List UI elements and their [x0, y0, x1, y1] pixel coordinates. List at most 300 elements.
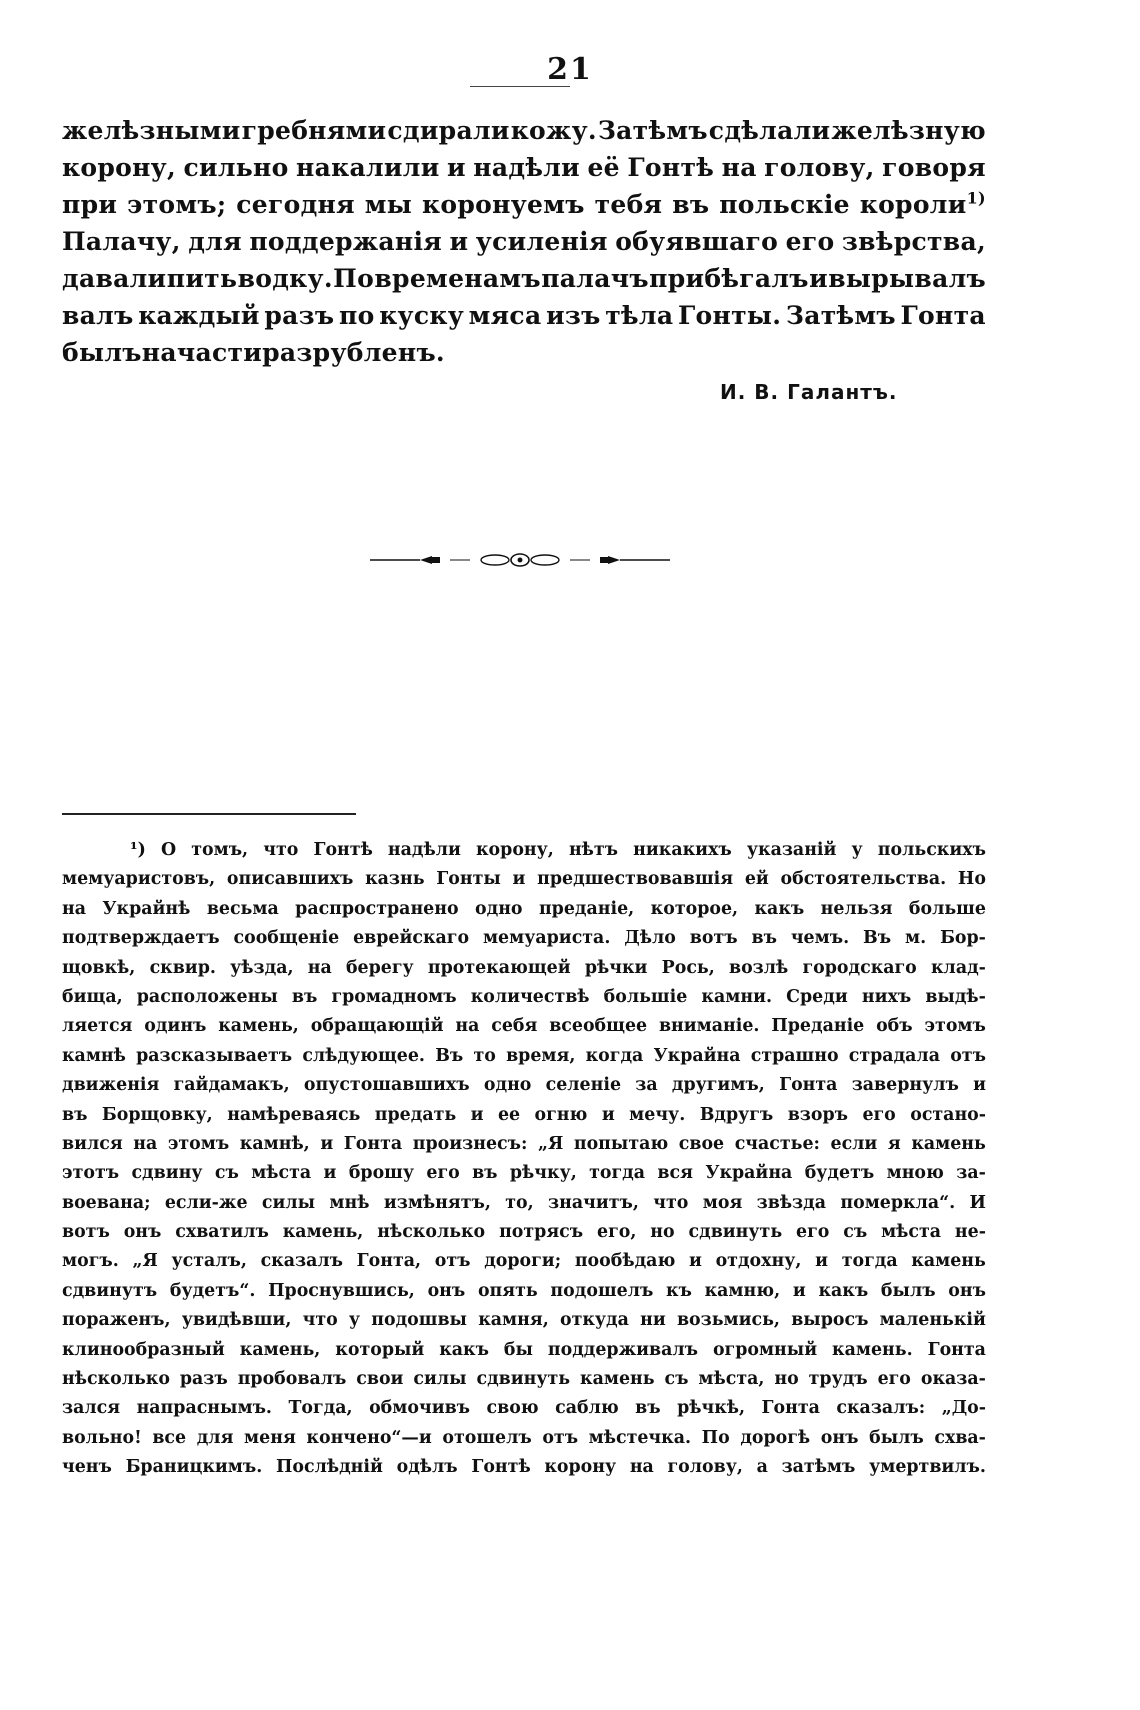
- footnote-line: [62, 836, 986, 865]
- word: время,: [506, 1045, 576, 1066]
- word: Гонта: [343, 1133, 403, 1154]
- word: Украйнѣ: [102, 898, 191, 919]
- word: корону,: [62, 153, 176, 182]
- word: пообѣдаю: [574, 1251, 676, 1272]
- word: отъ: [950, 1045, 986, 1066]
- word: свои: [356, 1369, 404, 1390]
- word: рѣчкѣ,: [677, 1398, 746, 1419]
- word: разсказываетъ: [136, 1045, 293, 1066]
- word: опустошавшихъ: [303, 1075, 470, 1096]
- word: на: [141, 338, 177, 367]
- word: тогда: [589, 1163, 646, 1184]
- word: камень,: [282, 1222, 364, 1243]
- word: этомъ: [167, 1133, 230, 1154]
- word: сдирали: [387, 116, 510, 145]
- word: польскіе: [719, 190, 850, 219]
- word: на: [629, 1457, 654, 1478]
- word: для: [188, 227, 242, 256]
- word: „Я: [132, 1251, 158, 1272]
- footnote-line: [62, 1277, 986, 1306]
- word: схватилъ: [175, 1222, 269, 1243]
- word: расположены: [136, 986, 278, 1007]
- word: Гонта: [927, 1339, 986, 1360]
- word: которое,: [650, 898, 739, 919]
- word: но: [650, 1222, 675, 1243]
- word: брошу: [348, 1163, 414, 1184]
- word: звѣзда: [756, 1192, 827, 1213]
- word: мѣста: [881, 1222, 942, 1243]
- word: если: [830, 1133, 878, 1154]
- word: ченъ: [62, 1457, 112, 1478]
- word: камень: [580, 1369, 655, 1390]
- word: что: [653, 1192, 689, 1213]
- word: Гонта: [761, 1398, 820, 1419]
- word: то,: [505, 1192, 534, 1213]
- word: Затѣмъ: [597, 116, 708, 145]
- word: оказа-: [920, 1369, 986, 1390]
- word: протекающей: [427, 957, 571, 978]
- word: По: [333, 264, 375, 293]
- word: вотъ: [62, 1222, 110, 1243]
- word: схва-: [934, 1427, 986, 1448]
- word: Борщовку,: [101, 1104, 213, 1125]
- word: камень.: [832, 1339, 913, 1360]
- word: онъ: [123, 1222, 162, 1243]
- word: щовкѣ,: [62, 957, 136, 978]
- word: прибѣгалъ: [649, 264, 809, 293]
- word: вся: [657, 1163, 693, 1184]
- word: Украйна: [653, 1045, 741, 1066]
- word: все: [152, 1427, 187, 1448]
- word: усиленія: [475, 227, 608, 256]
- word: моя: [702, 1192, 743, 1213]
- word: и: [809, 264, 828, 293]
- word: за: [635, 1075, 658, 1096]
- word: тебя: [594, 190, 663, 219]
- word: и: [320, 1133, 334, 1154]
- word: весьма: [206, 898, 279, 919]
- word: какъ: [439, 1339, 489, 1360]
- word: вырывалъ: [828, 264, 986, 293]
- word: Рось,: [661, 957, 715, 978]
- word: онъ: [820, 1427, 859, 1448]
- word: О: [160, 840, 177, 860]
- word: накалили: [296, 153, 440, 182]
- word: сильно: [183, 153, 289, 182]
- word: обстоятельства.: [780, 869, 947, 890]
- word: Дѣло: [624, 928, 676, 949]
- word: умертвилъ.: [869, 1457, 986, 1478]
- word: обмочивъ: [369, 1398, 471, 1419]
- word: гребнями: [241, 116, 387, 145]
- footnote-separator: [62, 813, 356, 815]
- word: въ: [751, 928, 777, 949]
- word: мемуариста.: [482, 928, 611, 949]
- word: поддерживалъ: [547, 1339, 699, 1360]
- word: предшествовавшія: [537, 869, 734, 890]
- word: Гонта: [779, 1075, 838, 1096]
- main-line: [62, 223, 986, 260]
- word: подтверждаетъ: [62, 928, 220, 949]
- word: подошелъ: [550, 1280, 654, 1301]
- word: одѣлъ: [396, 1457, 458, 1478]
- word: голову,: [667, 1457, 743, 1478]
- word: ¹): [130, 840, 146, 860]
- word: обуявшаго: [615, 227, 779, 256]
- word: къ: [666, 1280, 692, 1301]
- word: мѣста: [251, 1163, 312, 1184]
- word: завернулъ: [851, 1075, 959, 1096]
- word: отъ: [542, 1427, 579, 1448]
- word: нѣтъ: [568, 840, 619, 860]
- word: выдѣ-: [925, 986, 986, 1007]
- word: подошвы: [371, 1310, 467, 1331]
- footnote-line: [62, 1365, 986, 1394]
- word: громадномъ: [331, 986, 457, 1007]
- word: Но: [957, 869, 986, 890]
- word: страдала: [848, 1045, 940, 1066]
- word: усталъ,: [171, 1251, 247, 1272]
- word: Гонтѣ: [471, 1457, 531, 1478]
- word: что: [302, 1310, 338, 1331]
- word: сдвинуть: [476, 1369, 571, 1390]
- footnote-line: [62, 895, 986, 924]
- word: описавшихъ: [226, 869, 354, 890]
- word: разъ: [179, 1369, 228, 1390]
- word: гайдамакъ,: [173, 1075, 290, 1096]
- word: который: [335, 1339, 425, 1360]
- word: какъ: [818, 1280, 869, 1301]
- word: откуда: [559, 1310, 629, 1331]
- word: ей: [744, 869, 769, 890]
- word: на: [307, 957, 332, 978]
- word: онъ: [427, 1280, 466, 1301]
- word: затѣмъ: [781, 1457, 856, 1478]
- footnote-line: [62, 1247, 986, 1276]
- word: камнѣ: [62, 1045, 126, 1066]
- word: мнѣ: [329, 1192, 370, 1213]
- word: распространено: [295, 898, 459, 919]
- word: одинъ: [144, 1016, 207, 1037]
- word: для: [196, 1427, 234, 1448]
- word: польскихъ: [877, 840, 986, 860]
- word: сдвину: [131, 1163, 203, 1184]
- word: Въ: [435, 1045, 464, 1066]
- word: чемъ.: [790, 928, 850, 949]
- footnote-line: [62, 924, 986, 953]
- main-text: [62, 112, 986, 371]
- word: корону,: [476, 840, 554, 860]
- word: и: [323, 1163, 337, 1184]
- word: его: [796, 1222, 830, 1243]
- word: дорогѣ: [740, 1427, 811, 1448]
- footnote-line: [62, 1394, 986, 1423]
- word: её: [587, 153, 620, 182]
- word: селеніе: [545, 1075, 622, 1096]
- word: и: [792, 1280, 806, 1301]
- word: какъ: [754, 898, 805, 919]
- word: онъ: [948, 1280, 986, 1301]
- word: тѣла: [605, 301, 674, 330]
- word: былъ: [62, 338, 142, 367]
- word: мѣстечка.: [588, 1427, 692, 1448]
- word: возлѣ: [729, 957, 789, 978]
- word: Затѣмъ: [785, 301, 896, 330]
- footnote-line: [62, 1218, 986, 1247]
- word: мною: [886, 1163, 944, 1184]
- word: Гонты.: [677, 301, 782, 330]
- word: воевана;: [62, 1192, 151, 1213]
- footnote: [62, 836, 986, 1483]
- word: пить: [166, 264, 238, 293]
- word: одно: [483, 1075, 532, 1096]
- word: уѣзда,: [230, 957, 294, 978]
- main-line: [62, 112, 986, 149]
- page-number: 21: [547, 52, 593, 87]
- word: нѣсколько: [62, 1369, 170, 1390]
- word: и: [815, 1251, 829, 1272]
- word: томъ,: [191, 840, 249, 860]
- word: и: [449, 227, 469, 256]
- word: силы: [413, 1369, 467, 1390]
- word: въ: [62, 1104, 88, 1125]
- word: когда: [585, 1045, 644, 1066]
- word: Въ: [863, 928, 892, 949]
- word: на: [721, 153, 757, 182]
- word: саблю: [555, 1398, 619, 1419]
- word: казнь: [365, 869, 425, 890]
- word: желѣзными: [62, 116, 241, 145]
- word: былъ: [880, 1280, 936, 1301]
- word: произнесъ:: [412, 1133, 528, 1154]
- word: Послѣдній: [275, 1457, 383, 1478]
- word: попытаю: [573, 1133, 669, 1154]
- footnote-line: [62, 1306, 986, 1335]
- word: ее: [497, 1104, 521, 1125]
- word: его: [785, 227, 835, 256]
- word: „Я: [537, 1133, 564, 1154]
- word: сообщеніе: [233, 928, 340, 949]
- footnote-line: [62, 954, 986, 983]
- word: мѣста,: [698, 1369, 765, 1390]
- word: зался: [62, 1398, 121, 1419]
- word: короли$^{1)}$: [859, 188, 986, 219]
- word: вотъ: [689, 928, 738, 949]
- footnote-line: [62, 1453, 986, 1482]
- word: преданіе,: [538, 898, 635, 919]
- word: камни.: [701, 986, 773, 1007]
- word: м.: [904, 928, 927, 949]
- author-signature: И. В. Галантъ.: [720, 380, 898, 404]
- word: Тогда,: [288, 1398, 353, 1419]
- word: бища,: [62, 986, 123, 1007]
- word: Гонты: [436, 869, 501, 890]
- word: Браницкимъ.: [125, 1457, 263, 1478]
- footnote-line: [62, 1189, 986, 1218]
- word: клад-: [931, 957, 986, 978]
- word: напраснымъ.: [136, 1398, 272, 1419]
- word: будетъ“.: [169, 1280, 256, 1301]
- word: больше: [908, 898, 986, 919]
- word: Бор-: [940, 928, 986, 949]
- word: съ: [214, 1163, 239, 1184]
- word: еврейскаго: [353, 928, 470, 949]
- word: камень,: [218, 1016, 299, 1037]
- word: вился: [62, 1133, 123, 1154]
- footnote-line: [62, 1424, 986, 1453]
- word: клинообразный: [62, 1339, 225, 1360]
- word: могъ.: [62, 1251, 119, 1272]
- word: увидѣвши,: [181, 1310, 292, 1331]
- word: въ: [472, 1163, 498, 1184]
- word: сдвинутъ: [62, 1280, 158, 1301]
- word: камень,: [239, 1339, 321, 1360]
- word: не-: [954, 1222, 986, 1243]
- page-number-underline: [470, 86, 570, 87]
- footnote-line: [62, 1101, 986, 1130]
- word: счастье:: [734, 1133, 820, 1154]
- word: корону: [544, 1457, 617, 1478]
- word: нѣсколько: [377, 1222, 486, 1243]
- word: и: [447, 153, 466, 182]
- word: и: [601, 1104, 615, 1125]
- word: валъ: [62, 301, 134, 330]
- word: огромный: [712, 1339, 818, 1360]
- word: нихъ: [861, 986, 912, 1007]
- word: что: [263, 840, 299, 860]
- word: сдѣлали: [708, 116, 831, 145]
- word: у: [348, 1310, 361, 1331]
- word: каждый: [138, 301, 260, 330]
- word: сдвинуть: [688, 1222, 783, 1243]
- word: нельзя: [820, 898, 893, 919]
- word: мечу.: [629, 1104, 686, 1125]
- word: его: [426, 1163, 460, 1184]
- word: въ: [291, 986, 318, 1007]
- word: на: [62, 898, 86, 919]
- word: трудъ: [808, 1369, 868, 1390]
- word: количествѣ: [470, 986, 590, 1007]
- word: бы: [503, 1339, 533, 1360]
- word: возьмись,: [676, 1310, 780, 1331]
- word: пораженъ,: [62, 1310, 171, 1331]
- word: намѣреваясь: [227, 1104, 361, 1125]
- main-line: [62, 334, 986, 371]
- word: на: [455, 1016, 480, 1037]
- word: предать: [374, 1104, 457, 1125]
- word: отъ: [434, 1251, 471, 1272]
- word: и: [512, 869, 526, 890]
- footnote-line: [62, 1012, 986, 1041]
- word: у: [851, 840, 863, 860]
- word: значитъ,: [548, 1192, 639, 1213]
- word: отошелъ: [442, 1427, 532, 1448]
- word: камня,: [478, 1310, 549, 1331]
- word: этомъ;: [127, 190, 227, 219]
- word: желѣзную: [831, 116, 986, 145]
- word: то: [473, 1045, 496, 1066]
- word: отдохну,: [715, 1251, 802, 1272]
- word: мы: [364, 190, 413, 219]
- word: маленькій: [879, 1310, 986, 1331]
- word: взоръ: [787, 1104, 849, 1125]
- word: его: [862, 1104, 896, 1125]
- footnote-line: [62, 1336, 986, 1365]
- main-line: [62, 260, 986, 297]
- word: палачъ: [541, 264, 649, 293]
- word: другимъ,: [671, 1075, 765, 1096]
- word: надѣли: [473, 153, 581, 182]
- word: и: [688, 1251, 702, 1272]
- word: Гонта: [900, 301, 986, 330]
- word: пробовалъ: [237, 1369, 347, 1390]
- word: свою: [486, 1398, 539, 1419]
- word: мемуаристовъ,: [62, 869, 216, 890]
- word: говоря: [882, 153, 986, 182]
- word: временамъ: [374, 264, 541, 293]
- word: въ: [635, 1398, 661, 1419]
- word: изъ: [546, 301, 601, 330]
- word: сегодня: [236, 190, 355, 219]
- word: ни: [640, 1310, 666, 1331]
- word: сказалъ: [260, 1251, 343, 1272]
- word: Вдругъ: [699, 1104, 774, 1125]
- word: разрубленъ.: [262, 338, 445, 367]
- main-line: [62, 297, 986, 334]
- word: объ: [876, 1016, 913, 1037]
- word: меня: [244, 1427, 296, 1448]
- word: съ: [843, 1222, 868, 1243]
- word: я: [887, 1133, 901, 1154]
- word: и: [470, 1104, 484, 1125]
- word: тогда: [841, 1251, 898, 1272]
- word: за-: [956, 1163, 986, 1184]
- word: измѣнятъ,: [383, 1192, 491, 1213]
- word: поддержанія: [249, 227, 443, 256]
- footnote-line: [62, 1042, 986, 1071]
- word: давали: [62, 264, 167, 293]
- word: голову,: [764, 153, 875, 182]
- word: въ: [672, 190, 710, 219]
- word: померкла“.: [840, 1192, 956, 1213]
- word: разъ: [264, 301, 335, 330]
- word: Гонтѣ: [313, 840, 373, 860]
- word: вниманіе.: [658, 1016, 760, 1037]
- word: себя: [491, 1016, 538, 1037]
- word: Преданіе: [771, 1016, 865, 1037]
- word: сквир.: [149, 957, 216, 978]
- word: страшно: [750, 1045, 839, 1066]
- word: Проснувшись,: [268, 1280, 415, 1301]
- word: слѣдующее.: [302, 1045, 425, 1066]
- word: надѣли: [387, 840, 461, 860]
- word: камнѣ,: [239, 1133, 310, 1154]
- word: если-же: [164, 1192, 248, 1213]
- main-line: [62, 149, 986, 186]
- word: части: [176, 338, 263, 367]
- word: этомъ: [924, 1016, 986, 1037]
- footnote-reference: 1): [966, 188, 986, 208]
- word: камень: [911, 1133, 986, 1154]
- word: По: [701, 1427, 730, 1448]
- word: Палачу,: [62, 227, 181, 256]
- word: мяса: [468, 301, 542, 330]
- word: потрясъ: [499, 1222, 584, 1243]
- word: вольно!: [62, 1427, 142, 1448]
- footnote-line: [62, 1130, 986, 1159]
- word: дороги;: [484, 1251, 562, 1272]
- word: рѣчку,: [509, 1163, 577, 1184]
